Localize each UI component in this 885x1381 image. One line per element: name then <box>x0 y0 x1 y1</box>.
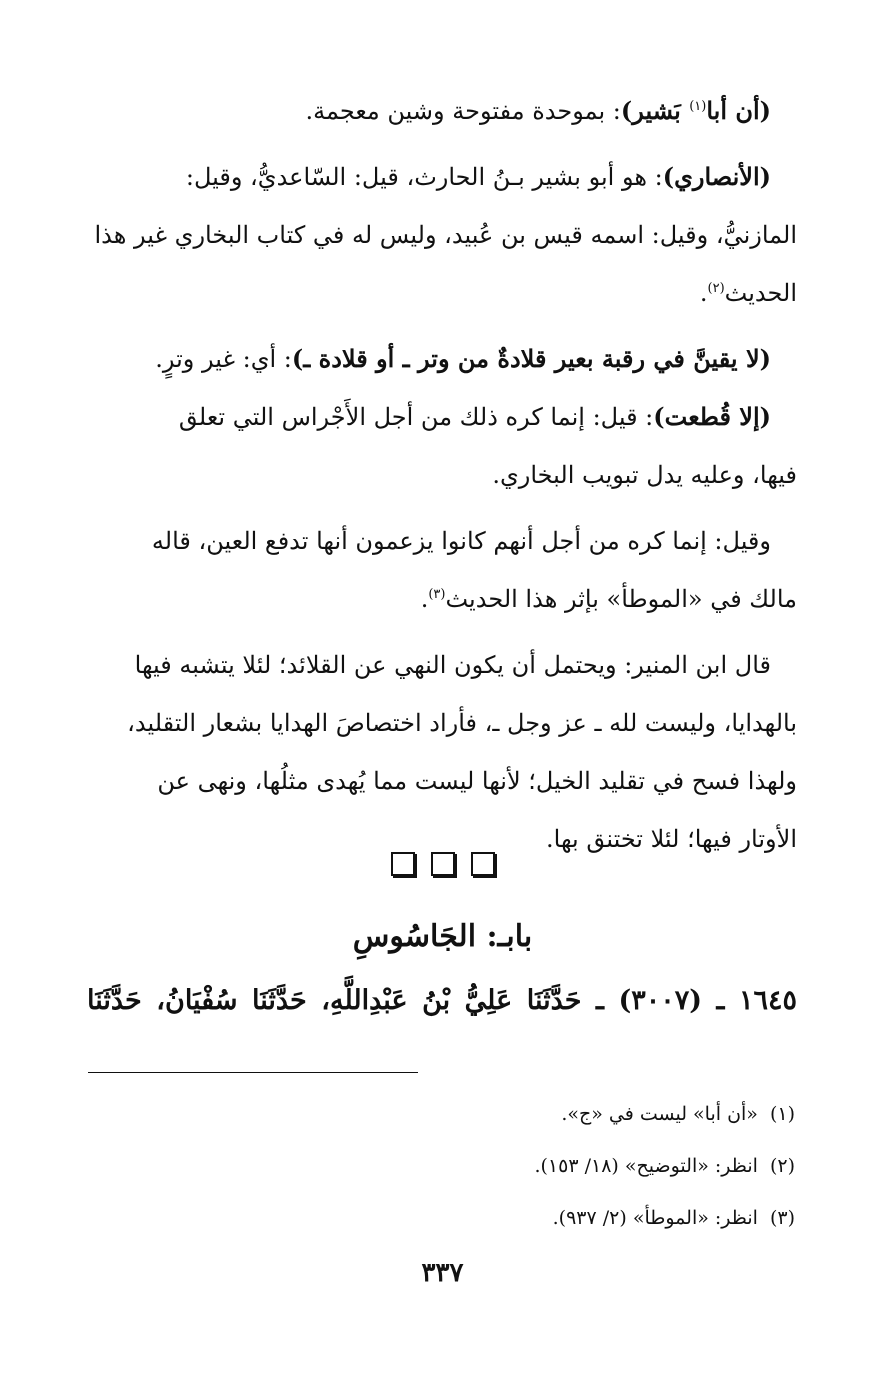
lemma: (إلا قُطعت) <box>653 402 771 431</box>
paragraph <box>87 82 797 140</box>
section-separator <box>0 852 885 880</box>
explanation: : بموحدة مفتوحة وشين معجمة. <box>305 97 621 125</box>
commentary-text <box>87 82 797 868</box>
text-line <box>87 82 797 140</box>
footnote-text: «أن أبا» ليست في «ج». <box>561 1103 758 1125</box>
square-ornament-icon <box>391 852 415 876</box>
footnote-text: انظر: «التوضيح» (١٨/ ١٥٣). <box>534 1155 758 1177</box>
paragraph <box>87 512 797 628</box>
text-line: الأوتار فيها؛ لئلا تختنق بها. <box>546 825 797 853</box>
footnote-number: (١) <box>769 1103 795 1125</box>
punctuation: . <box>420 585 429 613</box>
square-ornament-icon <box>471 852 495 876</box>
text-line: المازنيُّ، وقيل: اسمه قيس بن عُبيد، وليس له في كتاب البخاري غير هذا <box>94 221 797 249</box>
explanation: : هو أبو بشير بـنُ الحارث، قيل: السّاعديُّ، وقيل: <box>185 163 663 191</box>
explanation: مالك في «الموطأ» بإثر هذا الحديث <box>445 585 797 613</box>
text-line: ولهذا فسح في تقليد الخيل؛ لأنها ليست مما يُهدى مثلُها، ونهى عن <box>157 767 797 795</box>
lemma: (أن أبا <box>706 96 771 125</box>
paragraph <box>87 148 797 322</box>
text-line <box>87 148 797 206</box>
explanation: : أي: غير وترٍ. <box>155 345 292 373</box>
footnote-ref[interactable]: (١) <box>689 99 707 114</box>
text-line <box>87 388 797 446</box>
text-line: فيها، وعليه يدل تبويب البخاري. <box>492 461 797 489</box>
hadith-opening: ١٦٤٥ ـ (٣٠٠٧) ـ حَدَّثَنَا عَلِيُّ بْنُ عَبْدِاللَّهِ، حَدَّثَنَا سُفْيَانُ، حَدَّثَنَا <box>87 985 797 1016</box>
footnote-divider <box>88 1072 418 1073</box>
footnote-ref[interactable]: (٢) <box>707 281 725 296</box>
footnote-ref[interactable]: (٣) <box>428 587 446 602</box>
footnotes <box>95 1088 795 1244</box>
page-number: ٣٣٧ <box>421 1258 464 1288</box>
text-line <box>87 330 797 388</box>
lemma: بَشير) <box>620 96 690 125</box>
footnote-text: انظر: «الموطأ» (٢/ ٩٣٧). <box>552 1207 758 1229</box>
text-line <box>87 264 797 322</box>
paragraph <box>87 330 797 388</box>
footnote <box>95 1192 795 1244</box>
footnote-number: (٣) <box>769 1207 795 1229</box>
text-line: بالهدايا، وليست لله ـ عز وجل ـ، فأراد اختصاصَ الهدايا بشعار التقليد، <box>127 709 797 737</box>
paragraph <box>87 388 797 504</box>
square-ornament-icon <box>431 852 455 876</box>
text-line: وقيل: إنما كره من أجل أنهم كانوا يزعمون أنها تدفع العين، قاله <box>151 527 771 555</box>
footnote <box>95 1088 795 1140</box>
footnote-number: (٢) <box>769 1155 795 1177</box>
explanation: : قيل: إنما كره ذلك من أجل الأَجْراس التي تعلق <box>178 403 654 431</box>
lemma: (لا يقينَّ في رقبة بعير قلادةٌ من وتر ـ أو قلادة ـ) <box>291 344 771 373</box>
text-line <box>87 570 797 628</box>
punctuation: . <box>699 279 708 307</box>
chapter-title: بابـ: الجَاسُوسِ <box>352 919 533 954</box>
text-line: قال ابن المنير: ويحتمل أن يكون النهي عن القلائد؛ لئلا يتشبه فيها <box>134 651 771 679</box>
lemma: (الأنصاري) <box>662 162 771 191</box>
footnote <box>95 1140 795 1192</box>
paragraph <box>87 636 797 868</box>
explanation: الحديث <box>724 279 797 307</box>
